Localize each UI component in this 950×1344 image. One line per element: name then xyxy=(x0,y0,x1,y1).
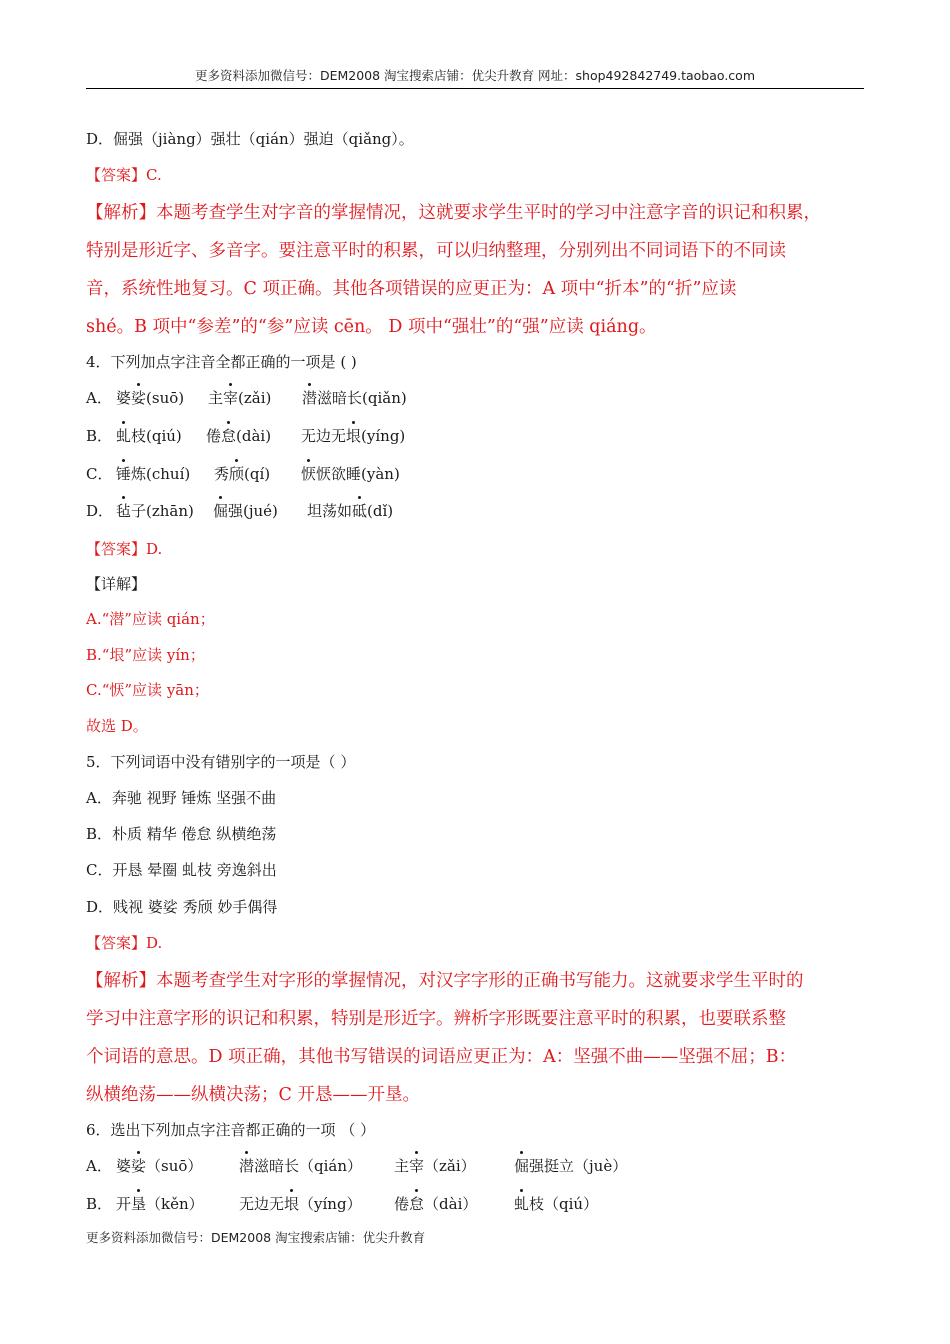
q4-option-c: C． 锤炼(chuí) 秀颀(qí) 恹恹欲睡(yàn) xyxy=(86,465,400,483)
q6-option-b: B． 开垦（kěn） 无边无垠（yíng） 倦怠（dài） 虬枝（qiú） xyxy=(86,1195,599,1213)
q5-option-a: A．奔驰 视野 锤炼 坚强不曲 xyxy=(86,789,277,807)
q5-answer: 【答案】D. xyxy=(86,934,163,952)
page-footer: 更多资料添加微信号：DEM2008 淘宝搜索店铺：优尖升教育 xyxy=(86,1230,426,1245)
q5-option-c: C．开恳 晕圈 虬枝 旁逸斜出 xyxy=(86,861,277,879)
q4-detail-1: A.“潜”应读 qián； xyxy=(86,610,215,628)
q5-option-b: B．朴质 精华 倦怠 纵横绝荡 xyxy=(86,825,277,843)
q4-option-b: B． 虬枝(qiú) 倦怠(dài) 无边无垠(yíng) xyxy=(86,427,406,445)
q4-detail-title: 【详解】 xyxy=(86,575,147,593)
q3-option-d: D．倔强（jiàng）强壮（qián）强迫（qiǎng）。 xyxy=(86,130,414,148)
q4-detail-2: B.“垠”应读 yín； xyxy=(86,646,205,664)
q3-answer: 【答案】C. xyxy=(86,166,162,184)
q5-option-d: D．贱视 婆娑 秀颀 妙手偶得 xyxy=(86,898,278,916)
q4-conclusion: 故选 D。 xyxy=(86,717,148,735)
q5-analysis-line-2: 学习中注意字形的识记和积累，特别是形近字。辨析字形既要注意平时的积累，也要联系整 xyxy=(86,1009,786,1029)
page-header: 更多资料添加微信号：DEM2008 淘宝搜索店铺：优尖升教育 网址：shop492842749.taobao.com xyxy=(86,66,864,89)
q6-stem: 6．选出下列加点字注音都正确的一项 （ ） xyxy=(86,1121,376,1139)
q4-option-a: A． 婆娑(suō) 主宰(zǎi) 潜滋暗长(qiǎn) xyxy=(86,389,407,407)
q5-stem: 5．下列词语中没有错别字的一项是（ ） xyxy=(86,753,356,771)
q3-analysis-line-3: 音，系统性地复习。C 项正确。其他各项错误的应更正为：A 项中“折本”的“折”应读 xyxy=(86,279,737,299)
q5-analysis-line-1: 【解析】本题考查学生对字形的掌握情况，对汉字字形的正确书写能力。这就要求学生平时的 xyxy=(86,971,804,991)
q4-answer: 【答案】D. xyxy=(86,540,163,558)
q4-option-d: D． 毡子(zhān) 倔强(jué) 坦荡如砥(dǐ) xyxy=(86,502,394,520)
q6-option-a: A． 婆娑（suō） 潜滋暗长（qián） 主宰（zǎi） 倔强挺立（juè） xyxy=(86,1157,628,1175)
q3-analysis-line-2: 特别是形近字、多音字。要注意平时的积累，可以归纳整理，分别列出不同词语下的不同读 xyxy=(86,241,786,261)
q4-stem: 4．下列加点字注音全都正确的一项是 ( ) xyxy=(86,353,357,371)
q3-analysis-line-4: shé。B 项中“参差”的“参”应读 cēn。 D 项中“强壮”的“强”应读 qiáng。 xyxy=(86,317,657,337)
q4-detail-3: C.“恹”应读 yān； xyxy=(86,681,209,699)
q5-analysis-line-4: 纵横绝荡——纵横决荡；C 开恳——开垦。 xyxy=(86,1085,420,1105)
q5-analysis-line-3: 个词语的意思。D 项正确，其他书写错误的词语应更正为：A：坚强不曲——坚强不屈；B： xyxy=(86,1047,797,1067)
q3-analysis-line-1: 【解析】本题考查学生对字音的掌握情况，这就要求学生平时的学习中注意字音的识记和积累， xyxy=(86,203,821,223)
